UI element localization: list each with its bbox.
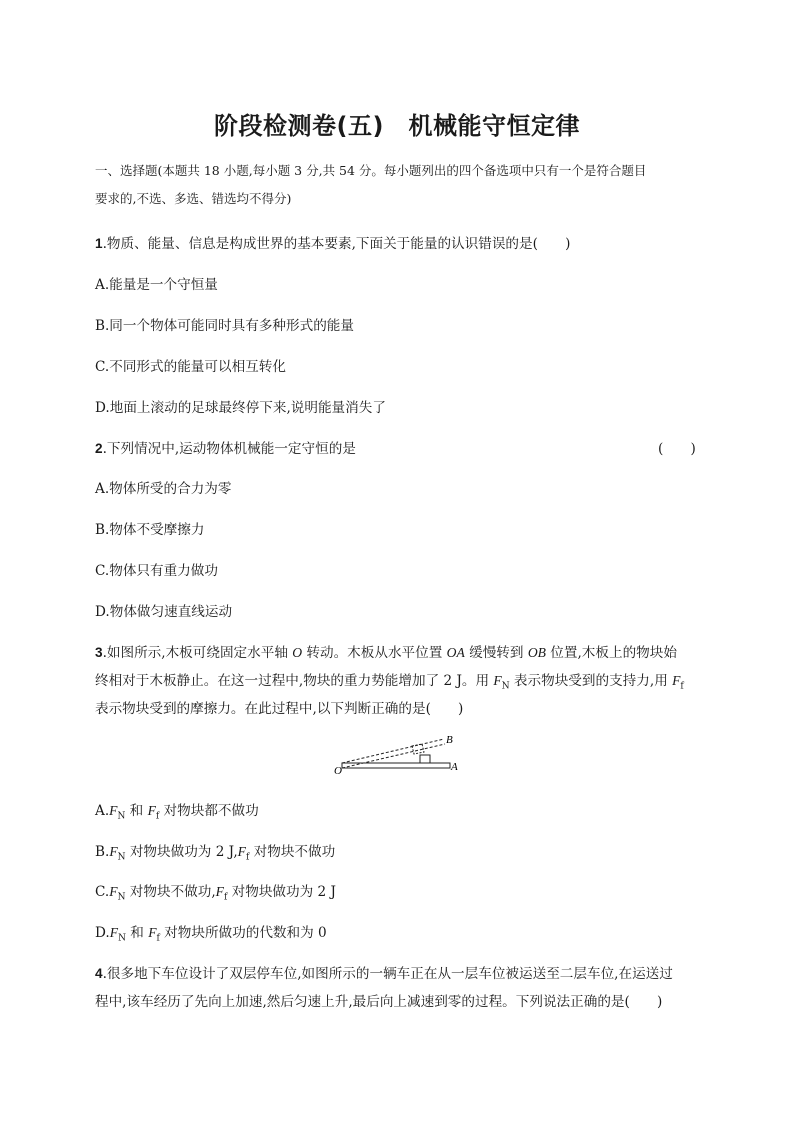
q3-option-a bbox=[95, 799, 259, 822]
text: 终相对于木板静止。在这一过程中,物块的重力势能增加了 2 J。用 bbox=[95, 673, 494, 689]
question-3-line-1 bbox=[95, 641, 677, 661]
page-title: 阶段检测卷(五) 机械能守恒定律 bbox=[214, 112, 580, 140]
var-f: F bbox=[109, 844, 118, 859]
q2-option-c: C.物体只有重力做功 bbox=[95, 563, 218, 579]
question-text: .物质、能量、信息是构成世界的基本要素,下面关于能量的认识错误的是( ) bbox=[102, 236, 571, 252]
sub: f bbox=[223, 892, 228, 903]
var-f: F bbox=[109, 884, 118, 899]
var-o: O bbox=[292, 645, 303, 660]
q2-option-a: A.物体所受的合力为零 bbox=[95, 481, 232, 497]
text: 对物块做功为 2 J, bbox=[125, 844, 238, 860]
q2-option-b: B.物体不受摩擦力 bbox=[95, 522, 205, 538]
label-b: B bbox=[446, 734, 453, 746]
sub: N bbox=[117, 852, 126, 863]
question-text: .很多地下车位设计了双层停车位,如图所示的一辆车正在从一层车位被运送至二层车位,在运送过 bbox=[102, 966, 673, 982]
text: 转动。木板从水平位置 bbox=[302, 645, 447, 661]
text: 缓慢转到 bbox=[464, 645, 528, 661]
sub: f bbox=[156, 933, 160, 944]
section-instructions bbox=[95, 157, 707, 213]
text: 和 bbox=[125, 925, 149, 941]
text: 位置,木板上的物块始 bbox=[545, 645, 677, 661]
q1-option-a: A.能量是一个守恒量 bbox=[95, 277, 218, 293]
answer-paren: ( ) bbox=[658, 441, 696, 457]
sub: N bbox=[501, 681, 510, 692]
label-a: A bbox=[451, 761, 458, 773]
question-3-line-3: 表示物块受到的摩擦力。在此过程中,以下判断正确的是( ) bbox=[95, 701, 464, 717]
board-ob-top bbox=[342, 739, 444, 763]
text: 对物块不做功, bbox=[125, 884, 216, 900]
q3-option-d bbox=[95, 921, 327, 944]
var-f: F bbox=[672, 673, 681, 688]
question-4-line-2: 程中,该车经历了先向上加速,然后匀速上升,最后向上减速到零的过程。下列说法正确的是( ) bbox=[95, 994, 663, 1010]
var-f: F bbox=[215, 884, 224, 899]
var-f: F bbox=[109, 925, 119, 940]
var-f: F bbox=[148, 925, 157, 940]
q1-option-b: B.同一个物体可能同时具有多种形式的能量 bbox=[95, 318, 354, 334]
q1-option-d: D.地面上滚动的足球最终停下来,说明能量消失了 bbox=[95, 400, 386, 416]
option-letter: C. bbox=[95, 884, 110, 900]
var-ob: OB bbox=[527, 645, 546, 660]
q3-option-b bbox=[95, 840, 335, 863]
text: 对物块不做功 bbox=[249, 844, 336, 860]
q1-option-c: C.不同形式的能量可以相互转化 bbox=[95, 359, 286, 375]
question-number: 3 bbox=[95, 645, 103, 660]
section-instructions-line-1: 一、选择题(本题共 18 小题,每小题 3 分,共 54 分。每小题列出的四个备选项中只有一个是符合题目 bbox=[95, 163, 647, 178]
label-o: O bbox=[334, 765, 342, 777]
question-1-stem bbox=[95, 232, 570, 252]
question-number: 2 bbox=[95, 441, 103, 456]
var-f: F bbox=[147, 803, 156, 818]
q3-option-c bbox=[95, 880, 336, 903]
question-number: 4 bbox=[95, 966, 103, 981]
var-f: F bbox=[493, 673, 502, 688]
sub: N bbox=[117, 892, 126, 903]
question-4-line-1 bbox=[95, 962, 673, 982]
q2-option-d: D.物体做匀速直线运动 bbox=[95, 604, 233, 620]
text: 对物块都不做功 bbox=[159, 803, 259, 819]
var-oa: OA bbox=[446, 645, 465, 660]
var-f: F bbox=[237, 844, 246, 859]
sub: N bbox=[118, 933, 126, 944]
option-letter: A. bbox=[95, 803, 110, 819]
option-letter: B. bbox=[95, 844, 110, 860]
var-f: F bbox=[109, 803, 118, 818]
board-rotation-figure bbox=[332, 728, 462, 780]
text: .如图所示,木板可绕固定水平轴 bbox=[102, 645, 293, 661]
text: 对物块做功为 2 J bbox=[227, 884, 336, 900]
text: 和 bbox=[125, 803, 148, 819]
sub: f bbox=[155, 811, 160, 822]
text: 对物块所做功的代数和为 0 bbox=[159, 925, 327, 941]
text: 表示物块受到的支持力,用 bbox=[509, 673, 673, 689]
section-instructions-line-2: 要求的,不选、多选、错选均不得分) bbox=[95, 191, 292, 206]
option-letter: D. bbox=[95, 925, 110, 941]
question-2-stem bbox=[95, 437, 356, 457]
question-text: .下列情况中,运动物体机械能一定守恒的是 bbox=[102, 441, 356, 457]
question-3-line-2 bbox=[95, 669, 684, 692]
question-number: 1 bbox=[95, 236, 103, 251]
sub: f bbox=[680, 681, 684, 692]
sub: N bbox=[117, 811, 126, 822]
block-on-oa bbox=[420, 755, 430, 763]
sub: f bbox=[245, 852, 250, 863]
